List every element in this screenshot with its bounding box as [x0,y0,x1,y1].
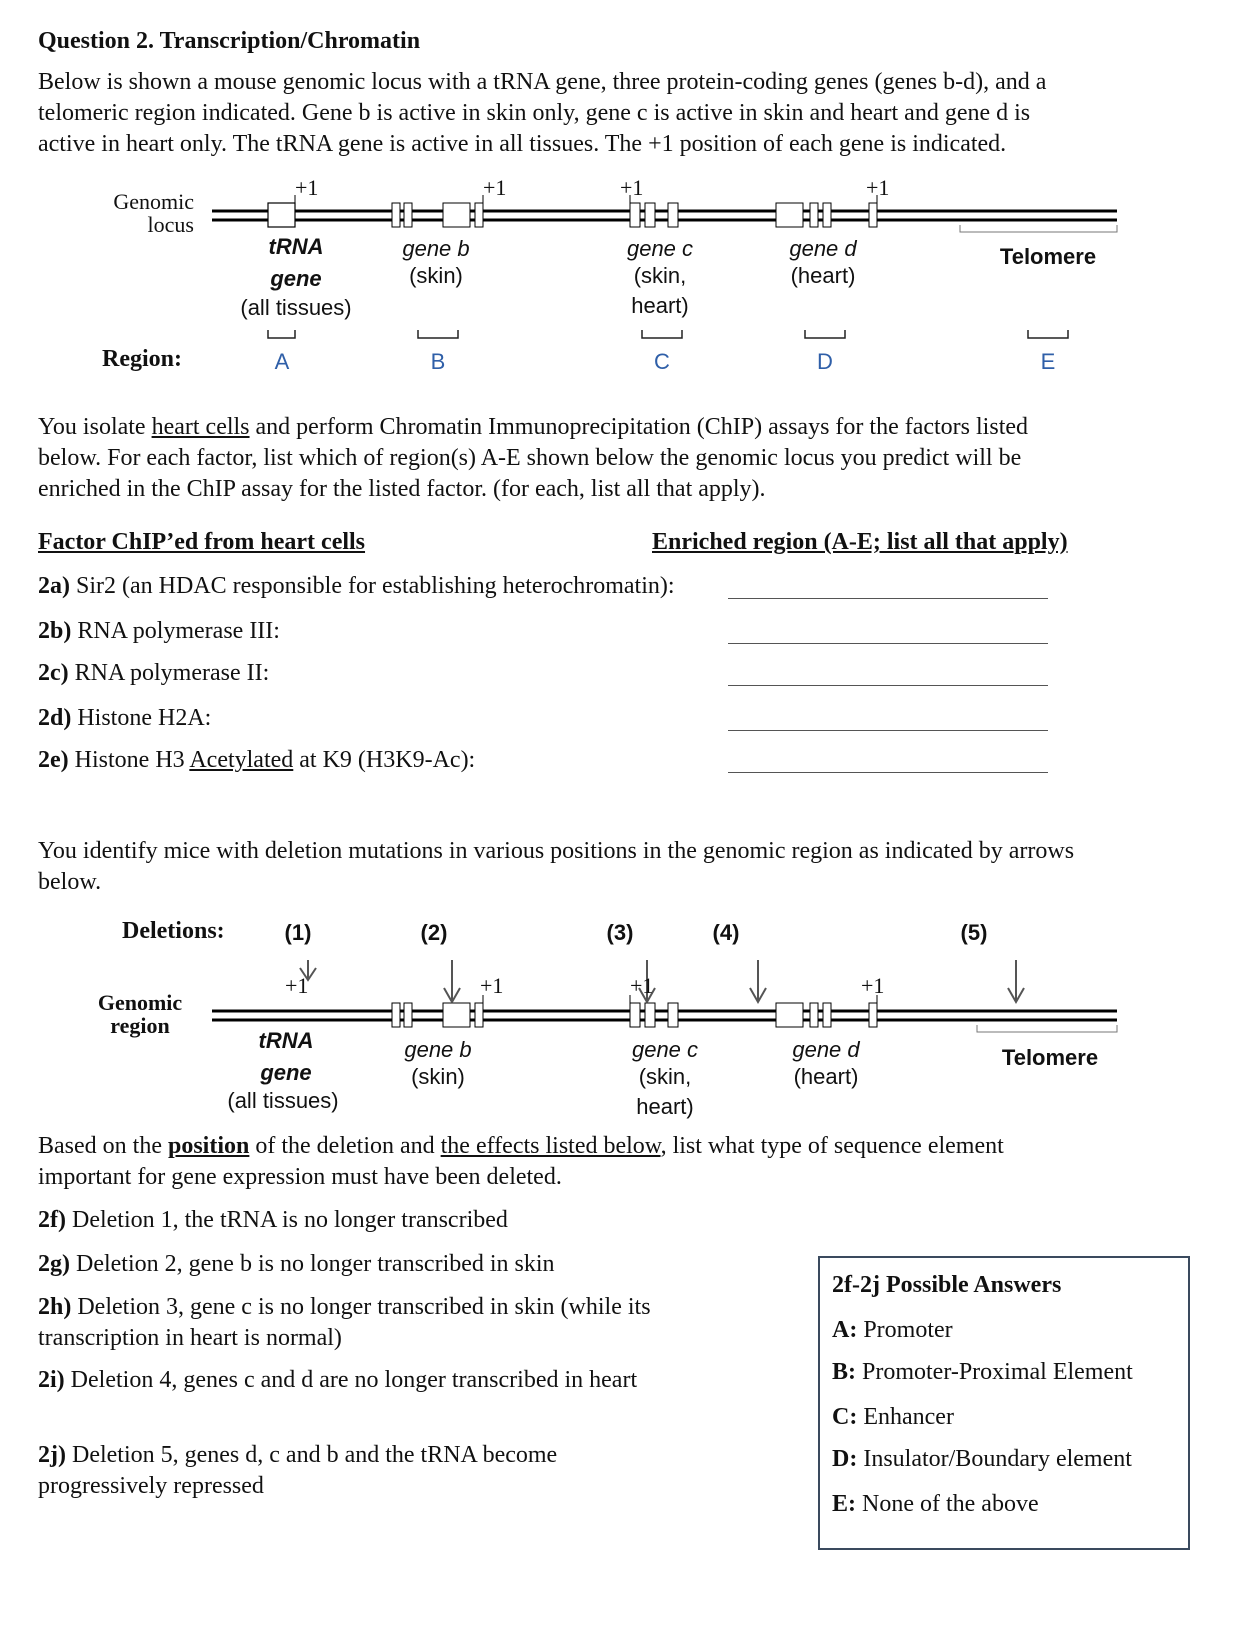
question-2a: 2a) Sir2 (an HDAC responsible for establishing heterochromatin): [38,573,675,599]
plus1-gene-b: +1 [483,175,507,200]
deletion-arrows [300,960,1024,1002]
answer-blank-2a[interactable] [728,598,1048,599]
plus1-gene-b-2: +1 [480,973,504,998]
region-label: Region: [102,346,182,372]
region-a: A [274,349,290,374]
answers-title: 2f-2j Possible Answers [832,1272,1062,1298]
telomere-label-2: Telomere [1001,1045,1099,1070]
intro-line-2: telomeric region indicated. Gene b is active in skin only, gene c is active in skin and heart and gene d is [38,100,1031,126]
gene-d-label: gene d [789,236,857,261]
chip-intro-1: You isolate heart cells and perform Chromatin Immunoprecipitation (ChIP) assays for the factors listed [38,414,1029,440]
region-d: D [817,349,833,374]
enriched-header: Enriched region (A-E; list all that apply) [652,529,1068,555]
factor-header: Factor ChIP’ed from heart cells [38,529,366,555]
gene-c-tissue-2: (skin, heart) [636,1064,694,1119]
gene-b-label: gene b [402,236,470,261]
answer-blank-2d[interactable] [728,730,1048,731]
question-2c: 2c) RNA polymerase II: [38,660,270,686]
question-2d: 2d) Histone H2A: [38,705,212,731]
gene-b-tissue-2: (skin) [411,1064,465,1089]
gene-b-label-2: gene b [404,1037,472,1062]
genomic-locus-label: Genomic locus [113,189,194,237]
chip-intro-3: enriched in the ChIP assay for the listed factor. (for each, list all that apply). [38,476,766,502]
question-2j: 2j) Deletion 5, genes d, c and b and the tRNA become progressively repressed [38,1442,558,1499]
question-2f: 2f) Deletion 1, the tRNA is no longer transcribed [38,1207,508,1233]
trna-tissue: (all tissues) [240,295,352,320]
plus1-gene-c-2: +1 [630,973,654,998]
locus-diagram-2 [212,960,1117,1032]
answer-blank-2e[interactable] [728,772,1048,773]
deletions-label: Deletions: [122,918,225,944]
gene-b-tissue: (skin) [409,263,463,288]
answer-c: C: Enhancer [832,1404,954,1430]
intro-line-3: active in heart only. The tRNA gene is active in all tissues. The +1 position of each gene is indicated. [38,131,1007,157]
plus1-gene-c: +1 [620,175,644,200]
trna-tissue-2: (all tissues) [227,1088,339,1113]
chip-intro-2: below. For each factor, list which of region(s) A-E shown below the genomic locus you predict will be [38,445,1022,471]
deletion-2: (2) [420,920,448,945]
question-2h: 2h) Deletion 3, gene c is no longer transcribed in skin (while its transcription in heart is normal) [38,1294,651,1351]
answer-blank-2b[interactable] [728,643,1048,644]
trna-label-2: gene [270,266,322,291]
deletion-intro-2: below. [38,869,102,895]
possible-answers-box [818,1256,1190,1550]
intro-line-1: Below is shown a mouse genomic locus with a tRNA gene, three protein-coding genes (genes b-d), and a [38,69,1047,95]
gene-d-tissue: (heart) [790,263,856,288]
genomic-region-label: Genomic region [97,990,183,1038]
deletion-5: (5) [960,920,988,945]
trna-label-2-2: gene [260,1060,312,1085]
question-2i: 2i) Deletion 4, genes c and d are no longer transcribed in heart [38,1367,638,1393]
plus1-trna: +1 [295,175,319,200]
trna-label-2-1: tRNA [258,1028,314,1053]
question-2g: 2g) Deletion 2, gene b is no longer transcribed in skin [38,1251,555,1277]
question-2b: 2b) RNA polymerase III: [38,618,280,644]
answer-a: A: Promoter [832,1317,953,1343]
gene-c-label-2: gene c [631,1037,699,1062]
telomere-label: Telomere [999,244,1097,269]
answer-b: B: Promoter-Proximal Element [832,1359,1133,1385]
region-b: B [430,349,446,374]
gene-c-tissue: (skin, heart) [631,263,689,318]
deletion-4: (4) [712,920,740,945]
question-2e: 2e) Histone H3 Acetylated at K9 (H3K9-Ac): [38,747,476,773]
plus1-trna-2: +1 [285,973,309,998]
region-c: C [654,349,670,374]
trna-label-1: tRNA [268,234,324,259]
answer-e: E: None of the above [832,1491,1039,1517]
plus1-gene-d-2: +1 [861,973,885,998]
based-on-line-1: Based on the position of the deletion and the effects listed below, list what type of sequence element [38,1133,1004,1159]
based-on-line-2: important for gene expression must have been deleted. [38,1164,562,1190]
deletion-3: (3) [606,920,634,945]
plus1-gene-d: +1 [866,175,890,200]
answer-d: D: Insulator/Boundary element [832,1446,1132,1472]
gene-c-label: gene c [626,236,694,261]
region-e: E [1040,349,1056,374]
gene-d-tissue-2: (heart) [793,1064,859,1089]
gene-d-label-2: gene d [792,1037,860,1062]
answer-blank-2c[interactable] [728,685,1048,686]
question-title: Question 2. Transcription/Chromatin [38,28,421,54]
deletion-1: (1) [284,920,312,945]
deletion-intro-1: You identify mice with deletion mutations in various positions in the genomic region as indicated by arrows [38,838,1075,864]
